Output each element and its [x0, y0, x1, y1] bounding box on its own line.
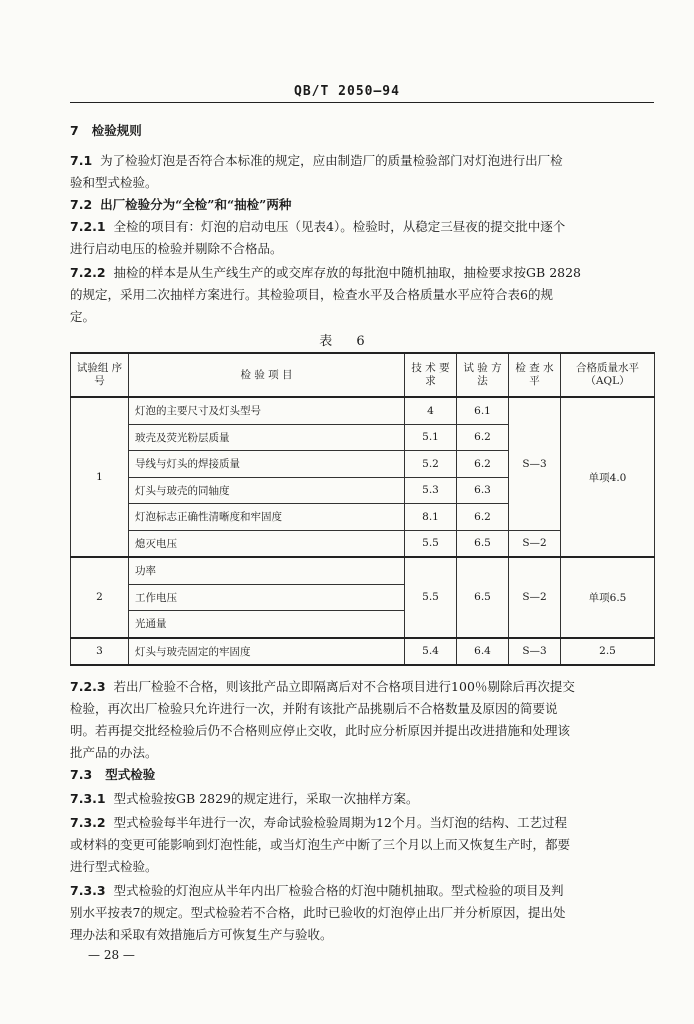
aql-cell: 单项4.0 — [561, 397, 655, 557]
method-cell: 6.5 — [457, 557, 509, 638]
clause-text: 型式检验的灯泡应从半年内出厂检验合格的灯泡中随机抽取。型式检验的项目及判 — [113, 883, 564, 898]
method-cell: 6.3 — [457, 477, 509, 504]
header-rule — [70, 102, 654, 103]
clause-7-3-3-line-2: 别水平按表7的规定。型式检验若不合格，此时已验收的灯泡停止出厂并分析原因，提出处 — [70, 905, 566, 920]
clause-7-2-1-line-2: 进行启动电压的检验并剔除不合格品。 — [70, 241, 283, 256]
clause-7-2-2-line-1 — [70, 262, 654, 284]
standard-code-header: QB/T 2050—94 — [294, 84, 400, 99]
clause-number: 7.2.1 — [70, 219, 106, 234]
method-cell: 6.2 — [457, 504, 509, 531]
section-title: 检验规则 — [91, 123, 142, 138]
requirement-cell: 5.2 — [405, 451, 457, 478]
clause-text: 全检的项目有：灯泡的启动电压（见表4）。检验时，从稳定三昼夜的提交批中逐个 — [113, 219, 566, 234]
requirement-cell: 5.5 — [405, 557, 457, 638]
item-cell: 灯泡的主要尺寸及灯头型号 — [129, 397, 405, 424]
item-cell: 光通量 — [129, 611, 405, 638]
method-cell: 6.2 — [457, 451, 509, 478]
clause-7-2-3-line-3: 明。若再提交批经检验后仍不合格则应停止交收，此时应分析原因并提出改进措施和处理该 — [70, 723, 571, 738]
method-cell: 6.2 — [457, 424, 509, 451]
section-title: 型式检验 — [105, 767, 156, 782]
clause-7-2-2-line-2: 的规定，采用二次抽样方案进行。其检验项目，检查水平及合格质量水平应符合表6的规 — [70, 287, 553, 302]
header-test-method: 试 验 方 法 — [457, 353, 509, 397]
level-cell: S—2 — [509, 557, 561, 638]
table-row — [71, 557, 655, 584]
requirement-cell: 4 — [405, 397, 457, 424]
clause-7-1-line-2: 验和型式检验。 — [70, 175, 158, 190]
item-cell: 玻壳及荧光粉层质量 — [129, 424, 405, 451]
clause-text: 型式检验按GB 2829的规定进行，采取一次抽样方案。 — [113, 791, 419, 806]
header-aql: 合格质量水平 （AQL） — [561, 353, 655, 397]
group-number: 2 — [71, 557, 129, 638]
header-group-no: 试验组 序 号 — [71, 353, 129, 397]
clause-text: 抽检的样本是从生产线生产的或交库存放的每批泡中随机抽取，抽检要求按GB 2828 — [113, 265, 582, 280]
clause-7-3-3-line-3: 理办法和采取有效措施后方可恢复生产与验收。 — [70, 927, 333, 942]
clause-text: 为了检验灯泡是否符合本标准的规定，应由制造厂的质量检验部门对灯泡进行出厂检 — [100, 153, 563, 168]
method-cell: 6.5 — [457, 530, 509, 557]
page-number: — 28 — — [88, 948, 135, 962]
method-cell: 6.4 — [457, 638, 509, 666]
clause-7-3-1 — [70, 788, 654, 810]
clause-text: 出厂检验分为“全检”和“抽检”两种 — [100, 197, 292, 212]
group-number: 1 — [71, 397, 129, 557]
table-caption: 表 6 — [319, 334, 375, 349]
requirement-cell: 5.5 — [405, 530, 457, 557]
clause-7-3-2-line-2: 或材料的变更可能影响到灯泡性能，或当灯泡生产中断了三个月以上而又恢复生产时，都要 — [70, 837, 571, 852]
clause-7-1-line-1 — [70, 150, 654, 172]
item-cell: 熄灭电压 — [129, 530, 405, 557]
clause-7-2-3-line-1 — [70, 676, 654, 698]
group-number: 3 — [71, 638, 129, 666]
header-item: 检 验 项 目 — [129, 353, 405, 397]
clause-number: 7.3.1 — [70, 791, 106, 806]
inspection-table — [70, 352, 655, 666]
clause-number: 7.1 — [70, 153, 93, 168]
item-cell: 灯泡标志正确性清晰度和牢固度 — [129, 504, 405, 531]
section-number: 7 — [70, 123, 79, 138]
clause-number: 7.3.3 — [70, 883, 106, 898]
clause-7-2-3-line-2: 检验，再次出厂检验只允许进行一次，并附有该批产品挑剔后不合格数量及原因的简要说 — [70, 701, 558, 716]
section-7-3-heading — [70, 764, 654, 786]
method-cell: 6.1 — [457, 397, 509, 424]
item-cell: 导线与灯头的焊接质量 — [129, 451, 405, 478]
header-inspection-level: 检 查 水 平 — [509, 353, 561, 397]
requirement-cell: 5.3 — [405, 477, 457, 504]
requirement-cell: 5.1 — [405, 424, 457, 451]
table-row — [71, 397, 655, 424]
clause-text: 若出厂检验不合格，则该批产品立即隔离后对不合格项目进行100％剔除后再次提交 — [113, 679, 575, 694]
clause-number: 7.2.2 — [70, 265, 106, 280]
item-cell: 功率 — [129, 557, 405, 584]
level-cell: S—2 — [509, 530, 561, 557]
header-requirement: 技 术 要 求 — [405, 353, 457, 397]
level-cell: S—3 — [509, 638, 561, 666]
section-number: 7.3 — [70, 767, 93, 782]
clause-7-3-2-line-1 — [70, 812, 654, 834]
section-7-heading — [70, 120, 654, 142]
aql-cell: 单项6.5 — [561, 557, 655, 638]
clause-text: 型式检验每半年进行一次，寿命试验检验周期为12个月。当灯泡的结构、工艺过程 — [113, 815, 567, 830]
item-cell: 灯头与玻壳固定的牢固度 — [129, 638, 405, 666]
clause-number: 7.3.2 — [70, 815, 106, 830]
clause-7-2-1-line-1 — [70, 216, 654, 238]
clause-7-2 — [70, 194, 654, 216]
clause-7-2-3-line-4: 批产品的办法。 — [70, 745, 158, 760]
aql-cell: 2.5 — [561, 638, 655, 666]
clause-7-3-3-line-1 — [70, 880, 654, 902]
level-cell: S—3 — [509, 397, 561, 530]
item-cell: 工作电压 — [129, 584, 405, 611]
clause-number: 7.2 — [70, 197, 93, 212]
clause-number: 7.2.3 — [70, 679, 106, 694]
requirement-cell: 5.4 — [405, 638, 457, 666]
item-cell: 灯头与玻壳的同轴度 — [129, 477, 405, 504]
table-row — [71, 638, 655, 666]
clause-7-2-2-line-3: 定。 — [70, 309, 96, 324]
requirement-cell: 8.1 — [405, 504, 457, 531]
clause-7-3-2-line-3: 进行型式检验。 — [70, 859, 158, 874]
